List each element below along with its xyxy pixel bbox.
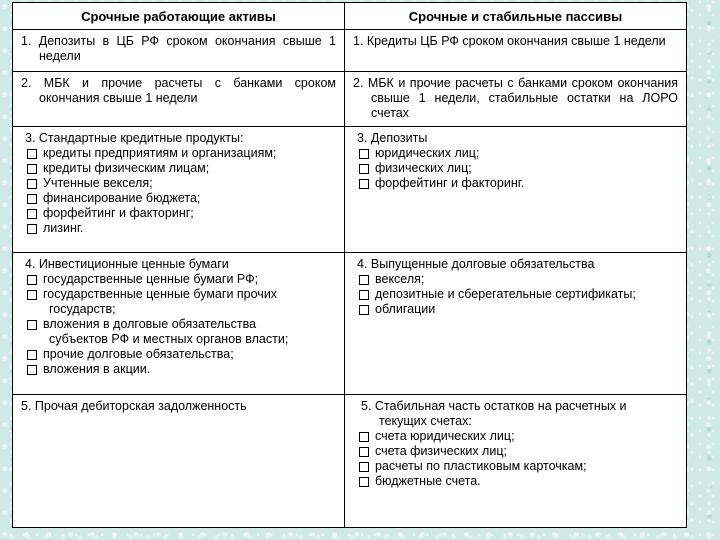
asset-4-title: 4. Инвестиционные ценные бумаги	[25, 257, 229, 271]
liability-cell-5	[345, 395, 687, 528]
checkbox-square-icon	[27, 320, 37, 330]
list-item: государственные ценные бумаги прочих государств;	[25, 287, 336, 317]
liability-cell-1: 1. Кредиты ЦБ РФ сроком окончания свыше 1 недели	[345, 30, 687, 72]
liability-cell-2: 2. МБК и прочие расчеты с банками сроком окончания свыше 1 недели, стабильные остатки на ЛОРО счетах	[345, 72, 687, 127]
list-item: форфейтинг и факторинг;	[25, 206, 336, 221]
checkbox-square-icon	[359, 305, 369, 315]
list-item: счета физических лиц;	[357, 444, 678, 459]
asset-cell-1: 1. Депозиты в ЦБ РФ сроком окончания свыше 1 недели	[13, 30, 345, 72]
checkbox-square-icon	[359, 275, 369, 285]
checkbox-square-icon	[359, 179, 369, 189]
list-item: кредиты физическим лицам;	[25, 161, 336, 176]
liability-cell-4	[345, 253, 687, 395]
asset-3-list	[21, 146, 336, 236]
header-assets: Срочные работающие активы	[13, 3, 345, 30]
list-item: государственные ценные бумаги РФ;	[25, 272, 336, 287]
checkbox-square-icon	[359, 477, 369, 487]
liability-5-title: 5. Стабильная часть остатков на расчетных и	[361, 399, 627, 413]
list-item: векселя;	[357, 272, 678, 287]
table-row	[13, 127, 687, 253]
list-item: бюджетные счета.	[357, 474, 678, 489]
checkbox-square-icon	[27, 365, 37, 375]
checkbox-square-icon	[359, 164, 369, 174]
table-row	[13, 395, 687, 528]
checkbox-square-icon	[27, 164, 37, 174]
liability-5-title-cont: текущих счетах:	[379, 414, 472, 428]
liability-4-title: 4. Выпущенные долговые обязательства	[357, 257, 595, 271]
list-item: Учтенные векселя;	[25, 176, 336, 191]
assets-liabilities-table	[12, 2, 687, 528]
list-item: счета юридических лиц;	[357, 429, 678, 444]
header-row	[13, 3, 687, 30]
checkbox-square-icon	[27, 350, 37, 360]
asset-cell-5	[13, 395, 345, 528]
checkbox-square-icon	[27, 290, 37, 300]
list-item: депозитные и сберегательные сертификаты;	[357, 287, 678, 302]
list-item: юридических лиц;	[357, 146, 678, 161]
list-item: расчеты по пластиковым карточкам;	[357, 459, 678, 474]
table-row	[13, 72, 687, 127]
asset-cell-3	[13, 127, 345, 253]
checkbox-square-icon	[359, 149, 369, 159]
asset-cell-4	[13, 253, 345, 395]
asset-4-list	[21, 272, 336, 377]
checkbox-square-icon	[27, 194, 37, 204]
checkbox-square-icon	[359, 462, 369, 472]
list-item: кредиты предприятиям и организациям;	[25, 146, 336, 161]
list-item: облигации	[357, 302, 678, 317]
table-row	[13, 253, 687, 395]
liability-4-list	[353, 272, 678, 317]
list-item: финансирование бюджета;	[25, 191, 336, 206]
list-item: форфейтинг и факторинг.	[357, 176, 678, 191]
asset-cell-2: 2. МБК и прочие расчеты с банками сроком окончания свыше 1 недели	[13, 72, 345, 127]
checkbox-square-icon	[27, 275, 37, 285]
asset-5-title: 5. Прочая дебиторская задолженность	[21, 399, 247, 413]
list-item: вложения в акции.	[25, 362, 336, 377]
liability-cell-3	[345, 127, 687, 253]
liability-3-list	[353, 146, 678, 191]
checkbox-square-icon	[359, 447, 369, 457]
checkbox-square-icon	[27, 179, 37, 189]
checkbox-square-icon	[359, 432, 369, 442]
asset-3-title: 3. Стандартные кредитные продукты:	[25, 131, 244, 145]
list-item: лизинг.	[25, 221, 336, 236]
checkbox-square-icon	[27, 224, 37, 234]
table-row	[13, 30, 687, 72]
checkbox-square-icon	[359, 290, 369, 300]
checkbox-square-icon	[27, 209, 37, 219]
liability-3-title: 3. Депозиты	[357, 131, 428, 145]
list-item: физических лиц;	[357, 161, 678, 176]
liability-5-list	[353, 429, 678, 489]
header-liabilities: Срочные и стабильные пассивы	[345, 3, 687, 30]
checkbox-square-icon	[27, 149, 37, 159]
list-item: прочие долговые обязательства;	[25, 347, 336, 362]
list-item: вложения в долговые обязательства субъектов РФ и местных органов власти;	[25, 317, 336, 347]
